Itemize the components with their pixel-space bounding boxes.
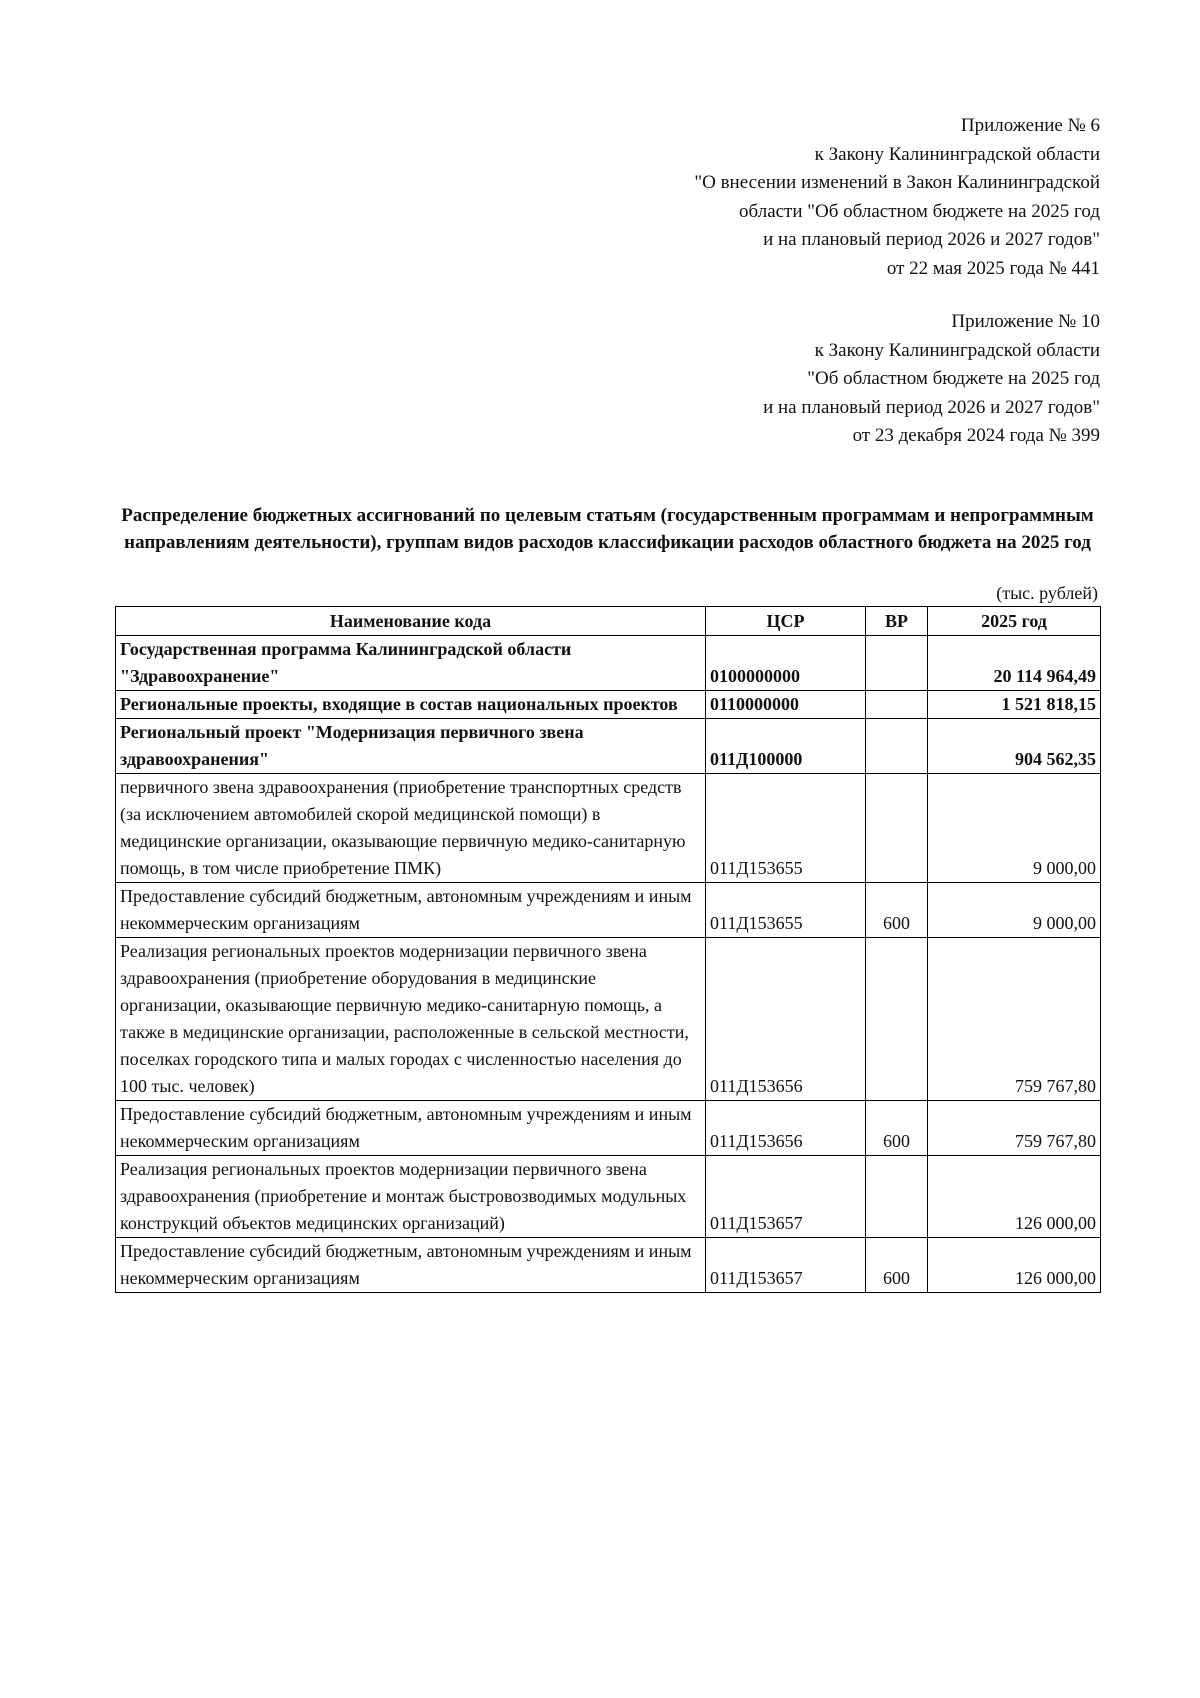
cell-name: Предоставление субсидий бюджетным, автономным учреждениям и иным некоммерческим организациям bbox=[116, 1101, 706, 1156]
cell-vr bbox=[866, 774, 928, 883]
cell-value: 9 000,00 bbox=[928, 883, 1101, 938]
cell-name: первичного звена здравоохранения (приобретение транспортных средств (за исключением автомобилей скорой медицинской помощи) в медицинские организации, оказывающие первичную медико-санитарную помощь, в том числе приобретение ПМК) bbox=[116, 774, 706, 883]
cell-vr bbox=[866, 1156, 928, 1238]
cell-value: 904 562,35 bbox=[928, 719, 1101, 774]
table-row bbox=[116, 883, 1101, 938]
cell-value: 126 000,00 bbox=[928, 1238, 1101, 1293]
cell-csr: 011Д153657 bbox=[706, 1156, 866, 1238]
cell-value: 126 000,00 bbox=[928, 1156, 1101, 1238]
header-csr: ЦСР bbox=[706, 607, 866, 636]
cell-csr: 011Д100000 bbox=[706, 719, 866, 774]
annex-line: к Закону Калининградской области bbox=[814, 339, 1100, 361]
cell-csr: 011Д153656 bbox=[706, 1101, 866, 1156]
document-title: Распределение бюджетных ассигнований по целевым статьям (государственным программам и непрограммным направлениям деятельности), группам видов расходов классификации расходов областного бюджета на 2025 год bbox=[121, 505, 1094, 553]
cell-csr: 0100000000 bbox=[706, 636, 866, 691]
cell-csr: 011Д153656 bbox=[706, 938, 866, 1101]
table-row bbox=[116, 1101, 1101, 1156]
cell-name: Государственная программа Калининградской области "Здравоохранение" bbox=[116, 636, 706, 691]
cell-vr bbox=[866, 691, 928, 719]
table-row bbox=[116, 774, 1101, 883]
budget-table bbox=[115, 606, 1101, 1293]
table-row bbox=[116, 636, 1101, 691]
header-vr: ВР bbox=[866, 607, 928, 636]
annex-line: "О внесении изменений в Закон Калининградской bbox=[694, 172, 1100, 193]
header-value: 2025 год bbox=[928, 607, 1101, 636]
cell-value: 20 114 964,49 bbox=[928, 636, 1101, 691]
annex-line: Приложение № 10 bbox=[951, 311, 1100, 332]
annex-line: от 23 декабря 2024 года № 399 bbox=[852, 425, 1100, 446]
annex-line: области "Об областном бюджете на 2025 год bbox=[739, 200, 1100, 222]
annex-line: и на плановый период 2026 и 2027 годов" bbox=[763, 396, 1100, 418]
units-label: (тыс. рублей) bbox=[996, 583, 1098, 603]
cell-name: Региональные проекты, входящие в состав национальных проектов bbox=[116, 691, 706, 719]
cell-csr: 0110000000 bbox=[706, 691, 866, 719]
cell-name: Предоставление субсидий бюджетным, автономным учреждениям и иным некоммерческим организациям bbox=[116, 1238, 706, 1293]
table-row bbox=[116, 938, 1101, 1101]
table-row bbox=[116, 691, 1101, 719]
cell-name: Реализация региональных проектов модернизации первичного звена здравоохранения (приобретение и монтаж быстровозводимых модульных конструкций объектов медицинских организаций) bbox=[116, 1156, 706, 1238]
cell-vr bbox=[866, 636, 928, 691]
annex-line: "Об областном бюджете на 2025 год bbox=[807, 368, 1100, 389]
cell-name: Предоставление субсидий бюджетным, автономным учреждениям и иным некоммерческим организациям bbox=[116, 883, 706, 938]
table-row bbox=[116, 719, 1101, 774]
cell-vr: 600 bbox=[866, 1238, 928, 1293]
cell-vr: 600 bbox=[866, 1101, 928, 1156]
cell-csr: 011Д153655 bbox=[706, 883, 866, 938]
annex-current-reference bbox=[694, 112, 1100, 283]
cell-name: Региональный проект "Модернизация первичного звена здравоохранения" bbox=[116, 719, 706, 774]
annex-line: и на плановый период 2026 и 2027 годов" bbox=[763, 229, 1100, 250]
annex-line: к Закону Калининградской области bbox=[814, 143, 1100, 165]
cell-vr: 600 bbox=[866, 883, 928, 938]
table-row bbox=[116, 1156, 1101, 1238]
cell-csr: 011Д153655 bbox=[706, 774, 866, 883]
cell-vr bbox=[866, 938, 928, 1101]
annex-line: от 22 мая 2025 года № 441 bbox=[886, 257, 1100, 279]
table-row bbox=[116, 1238, 1101, 1293]
cell-value: 1 521 818,15 bbox=[928, 691, 1101, 719]
cell-csr: 011Д153657 bbox=[706, 1238, 866, 1293]
cell-name: Реализация региональных проектов модернизации первичного звена здравоохранения (приобретение оборудования в медицинские организации, оказывающие первичную медико-санитарную помощь, а также в медицинские организации, расположенные в сельской местности, поселках городского типа и малых городах с численностью населения до 100 тыс. человек) bbox=[116, 938, 706, 1101]
annex-original-reference bbox=[763, 308, 1100, 451]
header-name: Наименование кода bbox=[116, 607, 706, 636]
table-header-row bbox=[116, 607, 1101, 636]
cell-value: 759 767,80 bbox=[928, 1101, 1101, 1156]
annex-line: Приложение № 6 bbox=[960, 115, 1100, 136]
cell-value: 759 767,80 bbox=[928, 938, 1101, 1101]
cell-vr bbox=[866, 719, 928, 774]
cell-value: 9 000,00 bbox=[928, 774, 1101, 883]
